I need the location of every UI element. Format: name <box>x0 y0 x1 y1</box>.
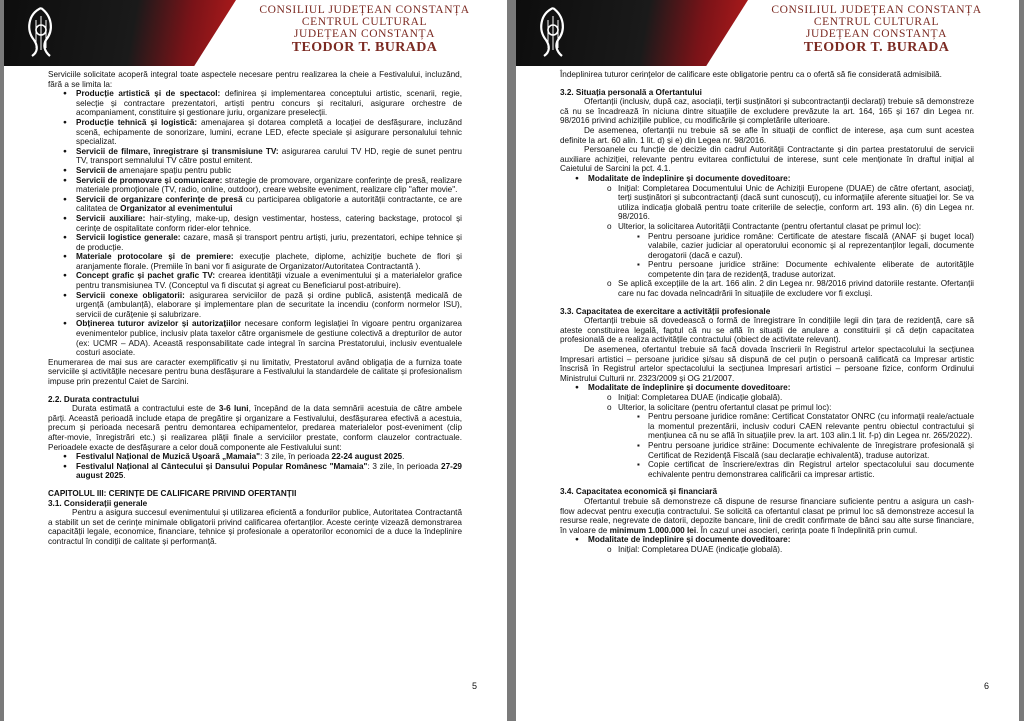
list-item: ▪ Pentru persoane juridice române: Certificate de atestare fiscală (ANAF și buget local) valabile, cazier judiciar al operatorului economic și al reprezentanților legali, documente derogatorii (dacă e cazul). <box>648 232 974 261</box>
list-item: ▪ Pentru persoane juridice străine: Documente echivalente eliberate de autoritățile competente din țara de rezidență, traduse autorizat. <box>648 260 974 279</box>
header-line-2: CENTRUL CULTURAL <box>301 16 428 28</box>
section-3-2-title: 3.2. Situația personală a Ofertantului <box>560 87 702 97</box>
modality-list <box>560 174 974 299</box>
institution-logo <box>4 0 236 66</box>
paragraph: Ofertanții (inclusiv, după caz, asociații, terții susținători și subcontractanții declarați) trebuie să demonstreze că nu se încadrează în niciuna dintre situațiile de excludere prevăzute la art. 164, 165 și 167 din Legea nr. 98/2016 privind achizițiile publice, cu modificările și completările ulterioare. <box>560 97 974 126</box>
paragraph: Ofertanții trebuie să dovedească o formă de înregistrare în condițiile legii din țara de rezidență, care să ateste constituirea legală, faptul că nu se află în situații de anulare a constituirii și că dețin capacitatea profesională de a realiza activitățile contractului (obiect de activitate relevant). <box>560 316 974 345</box>
header-title <box>734 4 1019 56</box>
list-item: ● Producție artistică și de spectacol: definirea și implementarea conceptului artistic, scenarii, regie, selecție și contractare prezentatori, artiști pentru concurs și recitaluri, asigurare orchestre de acompaniament, constituire și gestionare juriu, organizare preselecții. <box>76 89 462 118</box>
page-content <box>560 70 974 555</box>
list-item: ● Servicii de amenajare spațiu pentru public <box>76 166 462 176</box>
page-header <box>516 0 1019 66</box>
list-item: ▪ Pentru persoane juridice române: Certificat Constatator ONRC (cu informații reale/actuale la momentul prezentării, inclusiv coduri CAEN relevante pentru obiectul contractului și mențiunea că nu se află în situațiile prev. la art. 103 alin.1 lit. f-p) din Legea nr. 265/2022). <box>648 412 974 441</box>
modality-list <box>560 383 974 479</box>
header-line-3: JUDEȚEAN CONSTANȚA <box>293 28 436 40</box>
list-item: ● Servicii de filmare, înregistrare și transmisiune TV: asigurarea carului TV HD, regie de sunet pentru TV, transport semnalului TV către postul emitent. <box>76 147 462 166</box>
continuation-text: Îndeplinirea tuturor cerințelor de calificare este obligatorie pentru ca o ofertă să fie considerată admisibilă. <box>560 70 942 79</box>
section-3-1-text: Pentru a asigura succesul evenimentului și utilizarea eficientă a fondurilor publice, Autoritatea Contractantă a stabilit un set de cerințe minimale obligatorii privind calificarea ofertanților. Aceste cerințe vizează demonstrarea capacității legale, economice, financiare, tehnice și profesionale a operatorilor economici de a duce la îndeplinire contractul în condiții de calitate și performanță. <box>48 508 462 546</box>
list-item: o Inițial: Completarea DUAE (indicație globală). <box>618 393 974 403</box>
festival-list <box>48 452 462 481</box>
list-item: ● Servicii conexe obligatorii: asigurarea serviciilor de pază și ordine publică, asistență medicală de urgență (ambulanță), elaborare și implementare plan de securitate la incendiu (conform normelor ISU), servicii de curățenie și salubrizare. <box>76 291 462 320</box>
list-item: ● Festivalul Național de Muzică Ușoară „Mamaia": 3 zile, în perioada 22-24 august 2025. <box>76 452 462 462</box>
chapter-3-title: CAPITOLUL III: CERINȚE DE CALIFICARE PRIVIND OFERTANȚII <box>48 488 297 498</box>
document-page-5 <box>4 0 507 721</box>
list-item: ● Concept grafic și pachet grafic TV: crearea identității vizuale a evenimentului și a materialelor grafice pentru transmisiunea TV. (Conceptul va fi discutat și agreat cu Beneficiarul post-atribuire). <box>76 271 462 290</box>
list-item: ● Servicii logistice generale: cazare, masă și transport pentru artiști, juriu, prezentatori, echipe tehnice și de producție. <box>76 233 462 252</box>
list-item: ● Materiale protocolare și de premiere: execuție plachete, diplome, achiziție buchete de flori și aranjamente florale. (Premiile în bani vor fi asigurate de Organizator/Autoritatea Contractantă ). <box>76 252 462 271</box>
header-line-1: CONSILIUL JUDEȚEAN CONSTANȚA <box>771 4 982 16</box>
list-item: o Inițial: Completarea DUAE (indicație globală). <box>618 545 974 555</box>
list-item: o Se aplică excepțiile de la art. 166 alin. 2 din Legea nr. 98/2016 privind datoriile restante. Ofertanții care nu fac dovada neîncadrării în situațiile de excludere vor fi excluși. <box>618 279 974 298</box>
page-number: 5 <box>471 681 477 691</box>
lyre-logo-icon <box>18 4 64 60</box>
list-item: ● Modalitate de îndeplinire și documente doveditoare: o Inițial: Completarea Documentului Unic de Achiziții Europene (DUAE) de către ofertant, asociați, terți susținători și subcontractanți (dacă sunt cunoscuți), cu informațiile aferente situației lor. Se va utiliza indicația globală pentru toate criteriile de selecție, conform art. 193 alin. (6) din Legea nr. 98/2016. o Ulterior, la solicitarea Autorității Contractante (pentru ofertantul clasat pe primul loc): ▪ Pentru persoane juridice române: Certificate de atestare fiscală (ANAF și buget local) valabile, cazier judiciar al operatorului economic și al reprezentanților legali, documente derogatorii (dacă e cazul). ▪ Pentru persoane juridice străine: Documente echivalente eliberate de autoritățile competente din țara de rezidență, traduse autorizat. o Se aplică excepțiile de la art. 166 alin. 2 din Legea nr. 98/2016 privind datoriile restante. Ofertanții care nu fac dovada neîncadrării în situațiile de excludere vor fi excluși. <box>588 174 974 299</box>
section-3-3-title: 3.3. Capacitatea de exercitare a activității profesionale <box>560 306 771 316</box>
list-item: ● Servicii auxiliare: hair-styling, make-up, design vestimentar, hostess, catering backstage, protocol și cerințe de ospitalitate conform rider-elor tehnice. <box>76 214 462 233</box>
section-2-2-text: Durata estimată a contractului este de 3-6 luni, începând de la data semnării acestuia de către ambele părți. Această perioadă include etapa de pregătire și organizare a Festivalului, desfășurarea efectivă a acestuia, precum și perioada necesară pentru demontarea echipamentelor, predarea materialelor post-eveniment (clip after-movie, înregistrări etc.) și realizarea plății finale a serviciilor prestate, conform clauzelor contractuale. Perioadele exacte de desfășurare a celor două componente ale Festivalului sunt: <box>48 404 462 452</box>
list-item: ● Obținerea tuturor avizelor și autorizațiilor necesare conform legislației în vigoare pentru organizarea evenimentelor publice, inclusiv plata taxelor către organismele de gestiune colectivă a drepturilor de autor (ex: UCMR – ADA). Această responsabilitate cade integral în sarcina Prestatorului, inclusiv eventualele costuri asociate. <box>76 319 462 357</box>
paragraph: Ofertantul trebuie să demonstreze că dispune de resurse financiare suficiente pentru a asigura un cash-flow adecvat pentru execuția contractului. Se solicită ca ofertantul clasat pe primul loc să demonstreze accesul la resurse reale, negrevate de datorii, depozite bancare, linii de credit confirmate de bănci sau alte surse financiare, în valoare de minimum 1.000.000 lei. În cazul unei asocieri, cerința poate fi îndeplinită prin cumul. <box>560 496 974 535</box>
section-3-4-title: 3.4. Capacitatea economică și financiară <box>560 487 717 497</box>
section-3-1-title: 3.1. Considerații generale <box>48 498 148 508</box>
paragraph: De asemenea, ofertanții nu trebuie să se afle în situații de conflict de interese, așa cum sunt acestea definite la art. 60 alin. 1 lit. d) și e) din Legea nr. 98/2016. <box>560 125 974 145</box>
header-line-1: CONSILIUL JUDEȚEAN CONSTANȚA <box>259 4 470 16</box>
list-item: ● Festivalul Național al Cântecului și Dansului Popular Românesc "Mamaia": 3 zile, în perioada 27-29 august 2025. <box>76 462 462 481</box>
services-intro: Serviciile solicitate acoperă integral toate aspectele necesare pentru realizarea la cheie a Festivalului, incluzând, fără a se limita la: <box>48 70 462 89</box>
header-line-4: TEODOR T. BURADA <box>803 40 950 55</box>
header-line-2: CENTRUL CULTURAL <box>813 16 940 28</box>
document-page-6 <box>516 0 1019 721</box>
header-line-4: TEODOR T. BURADA <box>291 40 438 55</box>
services-list <box>48 89 462 358</box>
list-item: o Ulterior, la solicitarea Autorității Contractante (pentru ofertantul clasat pe primul loc): ▪ Pentru persoane juridice române: Certificate de atestare fiscală (ANAF și buget local) valabile, cazier judiciar al operatorului economic și al reprezentanților legali, documente derogatorii (dacă e cazul). ▪ Pentru persoane juridice străine: Documente echivalente eliberate de autoritățile competente din țara de rezidență, traduse autorizat. <box>618 222 974 280</box>
enumeration-note: Enumerarea de mai sus are caracter exemplificativ și nu limitativ, Prestatorul având obligația de a furniza toate serviciile și activitățile necesare pentru buna desfășurare a Festivalului la standardele de calitate și profesionalism impuse prin prezentul Caiet de Sarcini. <box>48 357 462 386</box>
list-item: ● Modalitate de îndeplinire și documente doveditoare: o Inițial: Completarea DUAE (indicație globală). <box>588 535 974 554</box>
institution-logo <box>516 0 748 66</box>
list-item: o Ulterior, la solicitare (pentru ofertantul clasat pe primul loc): ▪ Pentru persoane juridice române: Certificat Constatator ONRC (cu informații reale/actuale la momentul prezentării, inclusiv coduri CAEN relevante pentru obiectul contractului și mențiunea că nu se află în situațiile prev. la art. 103 alin.1 lit. f-p) din Legea nr. 265/2022). ▪ Pentru persoane juridice străine: Documente echivalente de înregistrare profesională și Certificat de Rezidență Fiscală (sau declarație echivalentă), traduse autorizat. ▪ Copie certificat de înscriere/extras din Registrul artelor spectacolului sau documente echivalente pentru demonstrarea calificării ca impresar artistic. <box>618 403 974 480</box>
list-item: ● Servicii de organizare conferințe de presă cu participarea obligatorie a autorității contractante, ce are calitatea de Organizator al evenimentului <box>76 195 462 214</box>
list-item: ● Servicii de promovare și comunicare: strategie de promovare, organizare conferințe de presă, realizare materiale promoționale (TV, radio, online, outdoor), creare website eveniment, realizare clip "after movie". <box>76 176 462 195</box>
header-title <box>222 4 507 56</box>
paragraph: De asemenea, ofertantul trebuie să facă dovada înscrierii în Registrul artelor spectacolului la secțiunea Impresari artistici – persoane juridice și/sau să dispună de cel puțin o persoană calificată ca Impresar artistic înscrisă în Registrul artelor spectacolului la secțiunea Impresari artistici – persoane fizice, conform Ordinului Ministrului Culturii nr. 2323/2009 și OG 21/2007. <box>560 345 974 383</box>
page-header <box>4 0 507 66</box>
section-2-2-title: 2.2. Durata contractului <box>48 394 139 404</box>
list-item: ▪ Pentru persoane juridice străine: Documente echivalente de înregistrare profesională și Certificat de Rezidență Fiscală (sau declarație echivalentă), traduse autorizat. <box>648 441 974 460</box>
paragraph: Persoanele cu funcție de decizie din cadrul Autorității Contractante și din partea prestatorului de servicii auxiliare achiziției, relevante pentru evitarea conflictului de interese, sunt cele menționate în draftul inițial al Caietului de Sarcini la pct. 4.1. <box>560 145 974 174</box>
list-item: ● Producție tehnică și logistică: amenajarea și dotarea completă a locației de desfășurare, incluzând scenă, echipamente de sonorizare, lumini, ecrane LED, efecte speciale și asigurare personalului tehnic specializat. <box>76 118 462 147</box>
header-line-3: JUDEȚEAN CONSTANȚA <box>805 28 948 40</box>
modality-list <box>560 535 974 554</box>
page-content <box>48 70 462 547</box>
list-item: ▪ Copie certificat de înscriere/extras din Registrul artelor spectacolului sau documente echivalente pentru demonstrarea calificării ca impresar artistic. <box>648 460 974 479</box>
list-item: ● Modalitate de îndeplinire și documente doveditoare: o Inițial: Completarea DUAE (indicație globală). o Ulterior, la solicitare (pentru ofertantul clasat pe primul loc): ▪ Pentru persoane juridice române: Certificat Constatator ONRC (cu informații reale/actuale la momentul prezentării, inclusiv coduri CAEN relevante pentru obiectul contractului și mențiunea că nu se află în situațiile prev. la art. 103 alin.1 lit. f-p) din Legea nr. 265/2022). ▪ Pentru persoane juridice străine: Documente echivalente de înregistrare profesională și Certificat de Rezidență Fiscală (sau declarație echivalentă), traduse autorizat. ▪ Copie certificat de înscriere/extras din Registrul artelor spectacolului sau documente echivalente pentru demonstrarea calificării ca impresar artistic. <box>588 383 974 479</box>
lyre-logo-icon <box>530 4 576 60</box>
list-item: o Inițial: Completarea Documentului Unic de Achiziții Europene (DUAE) de către ofertant, asociați, terți susținători și subcontractanți (dacă sunt cunoscuți), cu informațiile aferente situației lor. Se va utiliza indicația globală pentru toate criteriile de selecție, conform art. 193 alin. (6) din Legea nr. 98/2016. <box>618 184 974 222</box>
page-number: 6 <box>983 681 989 691</box>
